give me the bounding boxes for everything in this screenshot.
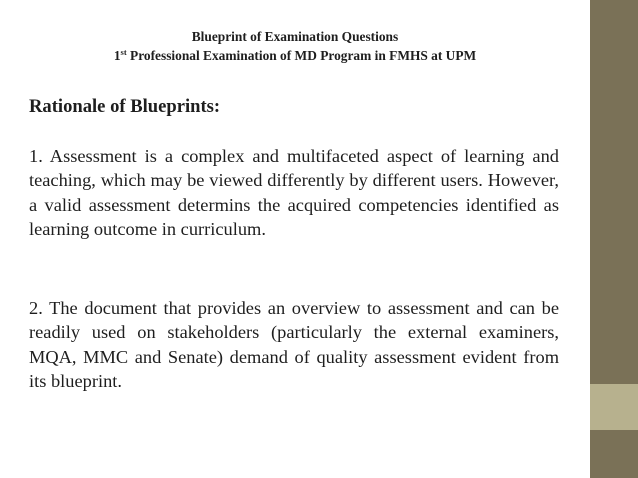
header-title: Blueprint of Examination Questions bbox=[191, 29, 399, 44]
section-heading: Rationale of Blueprints: bbox=[29, 96, 221, 117]
decorative-sidebar bbox=[590, 0, 638, 478]
subtitle-superscript: st bbox=[120, 47, 127, 57]
paragraph-1: 1. Assessment is a complex and multifaceted aspect of learning and teaching, which may be viewed differently by different users. However, a valid assessment determins the acquired competencies identified as learning outcome in curriculum. bbox=[29, 146, 559, 240]
subtitle-rest: Professional Examination of MD Program in FMHS at UPM bbox=[126, 48, 477, 63]
sidebar-dark-block bbox=[590, 0, 638, 384]
sidebar-light-block bbox=[590, 384, 638, 430]
slide-header bbox=[0, 28, 590, 65]
sidebar-dark-bottom-block bbox=[590, 430, 638, 478]
subtitle-prefix: 1 bbox=[113, 48, 121, 63]
header-subtitle bbox=[0, 47, 590, 65]
paragraph-2: 2. The document that provides an overview to assessment and can be readily used on stakeholders (particularly the external examiners, MQA, MMC and Senate) demand of quality assessment evident from its blueprint. bbox=[29, 298, 559, 392]
